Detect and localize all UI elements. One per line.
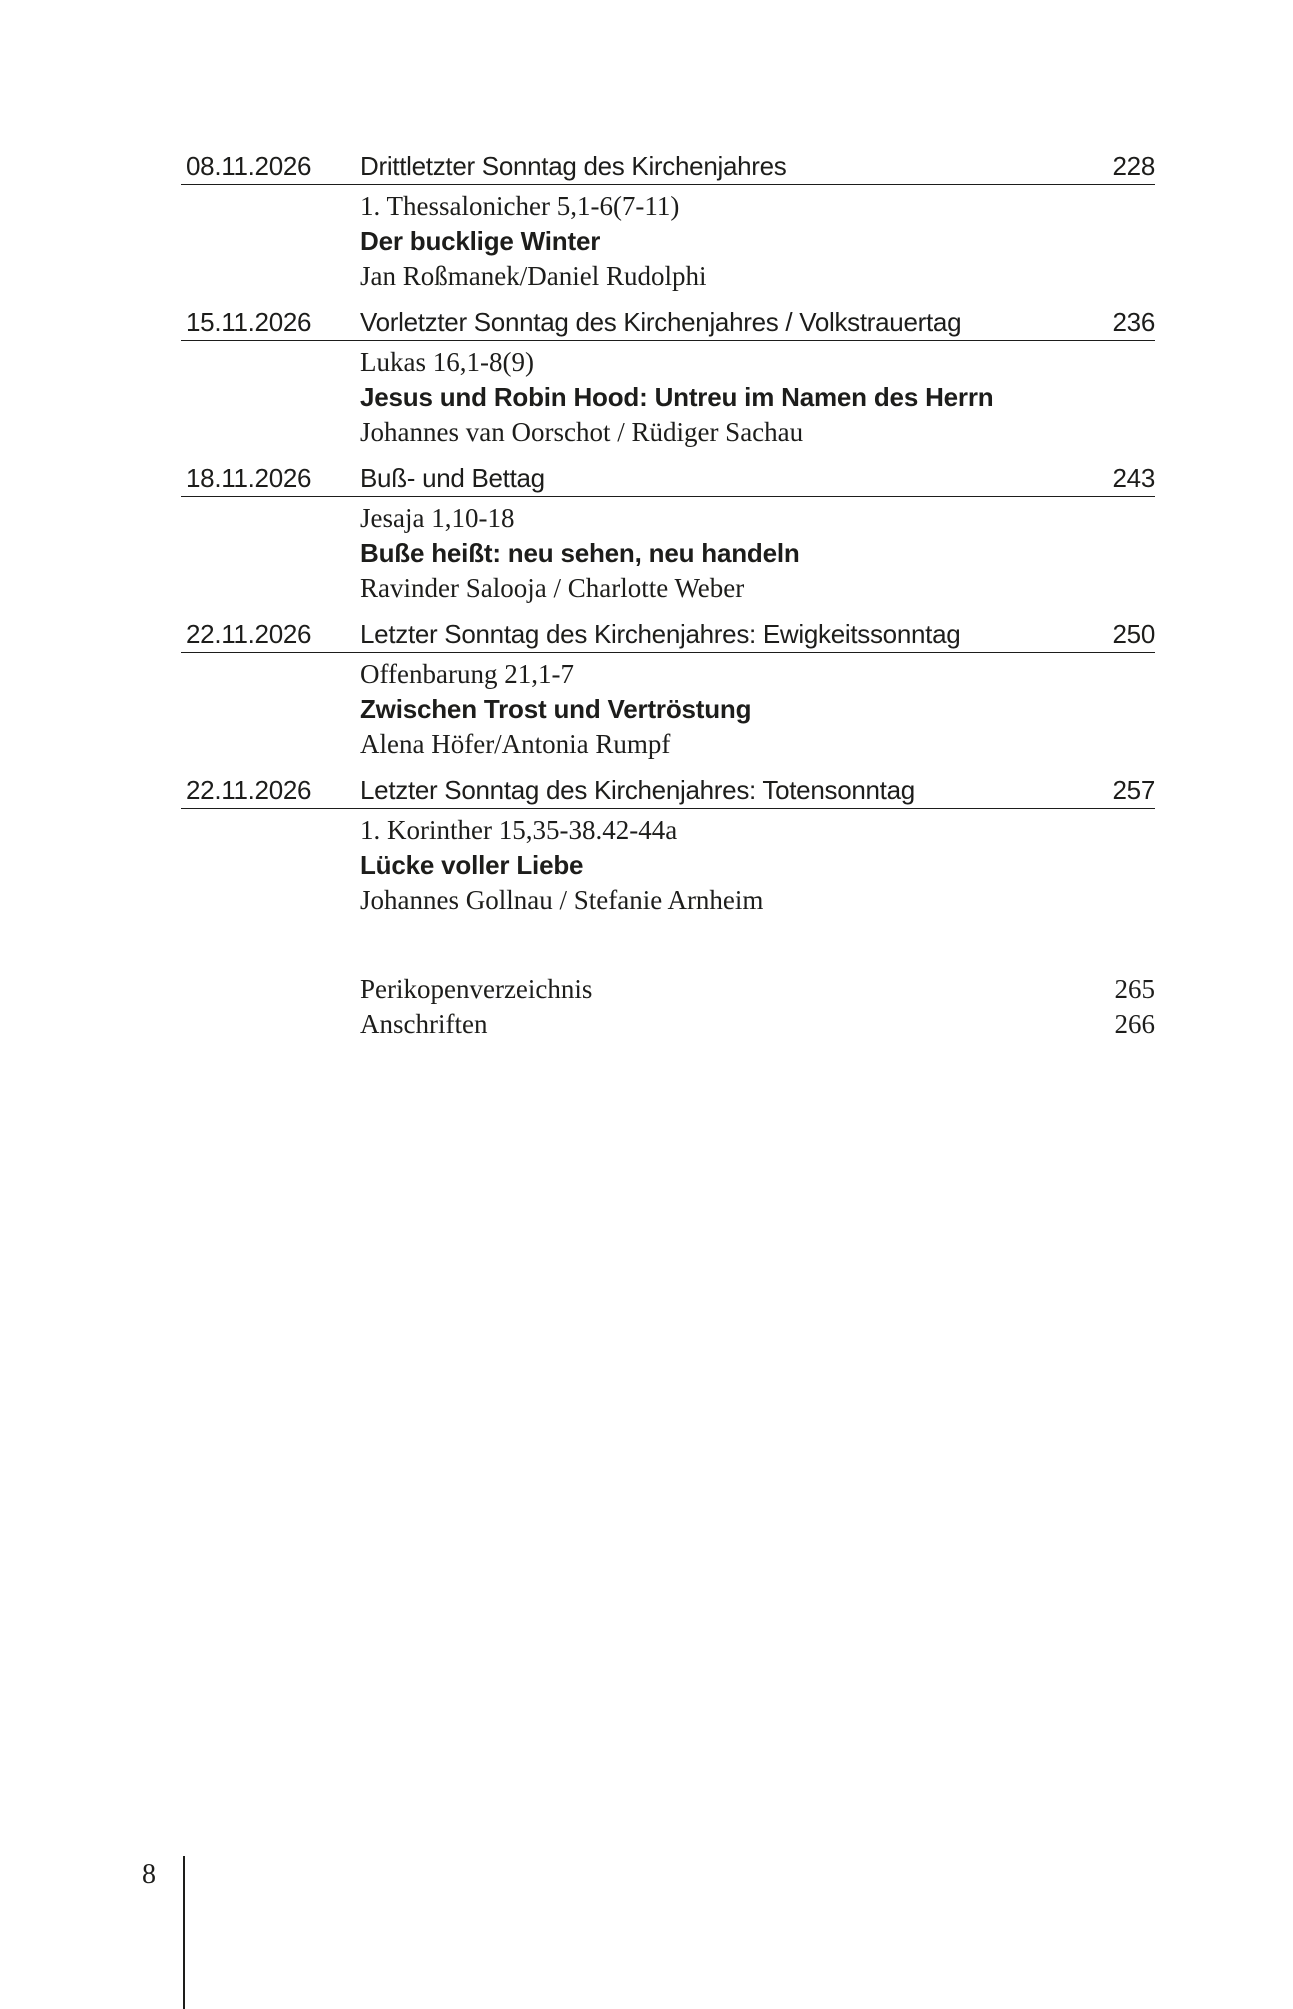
entry-occasion: Letzter Sonntag des Kirchenjahres: Totensonntag xyxy=(360,775,915,805)
entry-details xyxy=(360,497,1155,606)
entry-date: 22.11.2026 xyxy=(186,619,312,649)
footer-vertical-rule xyxy=(183,1856,185,2009)
entry-details xyxy=(360,185,1155,294)
table-of-contents xyxy=(181,151,1155,1042)
entry-page-number: 236 xyxy=(1112,307,1155,337)
appendix-label: Anschriften xyxy=(360,1009,488,1039)
entry-authors: Johannes Gollnau / Stefanie Arnheim xyxy=(360,885,764,915)
toc-entry xyxy=(181,463,1155,606)
toc-entry-headline xyxy=(181,619,1155,653)
entry-page-number: 250 xyxy=(1112,619,1155,649)
appendix-row xyxy=(360,972,1155,1007)
entry-scripture: Offenbarung 21,1-7 xyxy=(360,659,574,689)
entry-page-number: 228 xyxy=(1112,151,1155,181)
appendix-row xyxy=(360,1007,1155,1042)
appendix-label: Perikopenverzeichnis xyxy=(360,974,593,1004)
entry-occasion: Drittletzter Sonntag des Kirchenjahres xyxy=(360,151,787,181)
entry-page-number: 243 xyxy=(1112,463,1155,493)
entry-sermon-title: Jesus und Robin Hood: Untreu im Namen des Herrn xyxy=(360,382,994,412)
entry-authors: Jan Roßmanek/Daniel Rudolphi xyxy=(360,261,707,291)
appendix-page-number: 265 xyxy=(1114,974,1155,1004)
entry-sermon-title: Buße heißt: neu sehen, neu handeln xyxy=(360,538,800,568)
entry-sermon-title: Lücke voller Liebe xyxy=(360,850,584,880)
appendix-page-number: 266 xyxy=(1114,1009,1155,1039)
toc-entry xyxy=(181,775,1155,918)
toc-entry-headline xyxy=(181,463,1155,497)
entry-occasion: Letzter Sonntag des Kirchenjahres: Ewigkeitssonntag xyxy=(360,619,961,649)
appendix-section xyxy=(360,972,1155,1042)
toc-entry xyxy=(181,151,1155,294)
entry-sermon-title: Zwischen Trost und Vertröstung xyxy=(360,694,752,724)
entry-date: 22.11.2026 xyxy=(186,775,312,805)
entry-date: 18.11.2026 xyxy=(186,463,312,493)
entry-authors: Johannes van Oorschot / Rüdiger Sachau xyxy=(360,417,804,447)
entry-sermon-title: Der bucklige Winter xyxy=(360,226,601,256)
entry-authors: Alena Höfer/Antonia Rumpf xyxy=(360,729,671,759)
entry-occasion: Buß- und Bettag xyxy=(360,463,545,493)
entry-details xyxy=(360,341,1155,450)
entry-authors: Ravinder Salooja / Charlotte Weber xyxy=(360,573,745,603)
entry-details xyxy=(360,809,1155,918)
toc-entry-headline xyxy=(181,775,1155,809)
toc-entry xyxy=(181,619,1155,762)
entry-date: 08.11.2026 xyxy=(186,151,312,181)
toc-entry-headline xyxy=(181,151,1155,185)
toc-entry xyxy=(181,307,1155,450)
page-folio: 8 xyxy=(142,1859,156,1890)
entry-date: 15.11.2026 xyxy=(186,307,312,337)
entry-scripture: 1. Thessalonicher 5,1-6(7-11) xyxy=(360,191,680,221)
entry-occasion: Vorletzter Sonntag des Kirchenjahres / Volkstrauertag xyxy=(360,307,962,337)
toc-entry-headline xyxy=(181,307,1155,341)
entry-page-number: 257 xyxy=(1112,775,1155,805)
entry-scripture: Jesaja 1,10-18 xyxy=(360,503,515,533)
entry-scripture: Lukas 16,1-8(9) xyxy=(360,347,534,377)
entry-scripture: 1. Korinther 15,35-38.42-44a xyxy=(360,815,678,845)
entry-details xyxy=(360,653,1155,762)
